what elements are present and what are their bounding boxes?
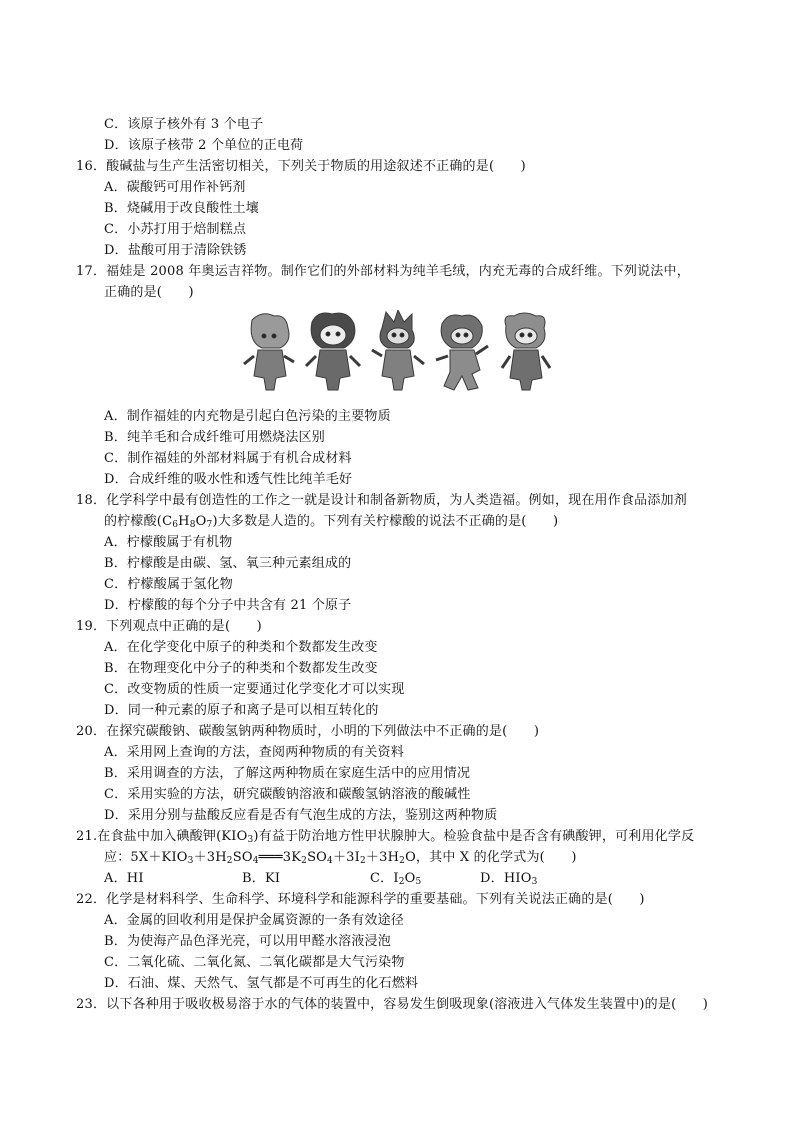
q22-option-a: A．金属的回收利用是保护金属资源的一条有效途径 xyxy=(104,913,404,928)
fuwa-mascots-icon xyxy=(240,310,552,396)
q23-stem: 23．以下各种用于吸收极易溶于水的气体的装置中，容易发生倒吸现象(溶液进入气体发生装置中)的是( ) xyxy=(76,997,709,1012)
q17-option-a: A．制作福娃的内充物是引起白色污染的主要物质 xyxy=(104,409,391,424)
q22-option-b: B．为使海产品色泽光亮，可以用甲醛水溶液浸泡 xyxy=(104,934,391,949)
q21-option-c: C．$I_2O_5$ xyxy=(370,871,422,887)
q20-stem: 20．在探究碳酸钠、碳酸氢钠两种物质时，小明的下列做法中不正确的是( ) xyxy=(76,724,540,739)
q18-option-d: D．柠檬酸的每个分子中共含有 21 个原子 xyxy=(104,598,352,613)
q20-option-a: A．采用网上查询的方法，查阅两种物质的有关资料 xyxy=(104,745,404,760)
q19-option-a: A．在化学变化中原子的种类和个数都发生改变 xyxy=(104,640,378,655)
q19-option-c: C．改变物质的性质一定要通过化学变化才可以实现 xyxy=(104,682,405,697)
q16-option-b: B．烧碱用于改良酸性土壤 xyxy=(104,201,259,216)
q18-stem-line2: 的柠檬酸$(C_6H_8O_7)$大多数是人造的。下列有关柠檬酸的说法不正确的是( ) xyxy=(104,514,559,530)
q17-option-b: B．纯羊毛和合成纤维可用燃烧法区别 xyxy=(104,430,325,445)
q22-stem: 22．化学是材料科学、生命科学、环境科学和能源科学的重要基础。下列有关说法正确的是( ) xyxy=(76,892,645,907)
q18-option-b: B．柠檬酸是由碳、氢、氧三种元素组成的 xyxy=(104,556,352,571)
q15-option-c: C．该原子核外有 3 个电子 xyxy=(104,117,264,132)
q22-option-c: C．二氧化硫、二氧化氮、二氧化碳都是大气污染物 xyxy=(104,955,405,970)
q17-option-d: D．合成纤维的吸水性和透气性比纯羊毛好 xyxy=(104,472,353,487)
q21-options-row xyxy=(104,871,538,887)
q18-option-a: A．柠檬酸属于有机物 xyxy=(104,535,233,550)
q21-option-a: A．HI xyxy=(104,871,144,886)
q19-stem: 19．下列观点中正确的是( ) xyxy=(76,619,262,634)
q21-option-d: D．$HIO_3$ xyxy=(480,871,538,887)
q17-stem-line1: 17．福娃是 2008 年奥运吉祥物。制作它们的外部材料为纯羊毛绒，内充无毒的合成纤维。下列说法中， xyxy=(76,264,690,279)
q22-option-d: D．石油、煤、天然气、氢气都是不可再生的化石燃料 xyxy=(104,976,419,991)
q19-option-b: B．在物理变化中分子的种类和个数都发生改变 xyxy=(104,661,378,676)
q19-option-d: D．同一种元素的原子和离子是可以相互转化的 xyxy=(104,703,379,718)
q16-stem: 16．酸碱盐与生产生活密切相关，下列关于物质的用途叙述不正确的是( ) xyxy=(76,159,526,174)
q21-option-b: B．KI xyxy=(242,871,281,886)
q17-stem-line2: 正确的是( ) xyxy=(104,285,194,300)
q16-option-a: A．碳酸钙可用作补钙剂 xyxy=(104,180,246,195)
q18-option-c: C．柠檬酸属于氢化物 xyxy=(104,577,233,592)
q17-option-c: C．制作福娃的外部材料属于有机合成材料 xyxy=(104,451,352,466)
q15-option-d: D．该原子核带 2 个单位的正电荷 xyxy=(104,138,304,153)
q21-stem-line1: 21.在食盐中加入碘酸钾$(KIO_3)$有益于防治地方性甲状腺肿大。检验食盐中是否含有碘酸钾，可利用化学反 xyxy=(76,829,695,845)
q20-option-b: B．采用调查的方法，了解这两种物质在家庭生活中的应用情况 xyxy=(104,766,471,781)
q16-option-d: D．盐酸可用于清除铁锈 xyxy=(104,243,247,258)
q16-option-c: C．小苏打用于焙制糕点 xyxy=(104,222,247,237)
q20-option-d: D．采用分别与盐酸反应看是否有气泡生成的方法，鉴别这两种物质 xyxy=(104,808,498,823)
q18-stem-line1: 18．化学科学中最有创造性的工作之一就是设计和制备新物质，为人类造福。例如，现在用作食品添加剂 xyxy=(76,493,687,508)
q21-equation-line: 应：$5X+KIO_3+3H_2SO_4═══3K_2SO_4+3I_2+3H_2O$，其中 X 的化学式为( ) xyxy=(104,850,577,866)
q20-option-c: C．采用实验的方法，研究碳酸钠溶液和碳酸氢钠溶液的酸碱性 xyxy=(104,787,471,802)
